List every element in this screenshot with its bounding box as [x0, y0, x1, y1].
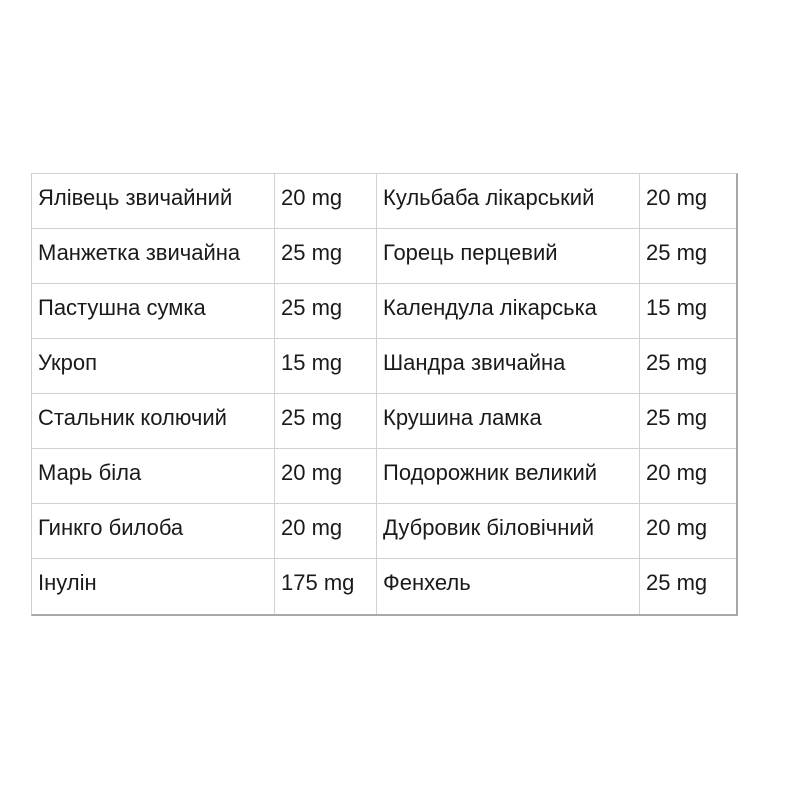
- table-row: [32, 339, 736, 394]
- table-row: [32, 229, 736, 284]
- ingredient-dose-cell: 25 mg: [275, 284, 377, 339]
- table-row: [32, 284, 736, 339]
- ingredients-table: [31, 173, 738, 616]
- table-row: [32, 394, 736, 449]
- ingredient-name-cell: Марь біла: [32, 449, 275, 504]
- ingredients-table-body: [32, 174, 736, 614]
- ingredient-dose-cell: 15 mg: [640, 284, 736, 339]
- ingredient-name-cell: Дубровик біловічний: [377, 504, 640, 559]
- ingredient-dose-cell: 20 mg: [275, 174, 377, 229]
- ingredient-name-cell: Стальник колючий: [32, 394, 275, 449]
- ingredient-name-cell: Укроп: [32, 339, 275, 394]
- ingredient-dose-cell: 25 mg: [640, 339, 736, 394]
- ingredient-name-cell: Крушина ламка: [377, 394, 640, 449]
- ingredient-name-cell: Горець перцевий: [377, 229, 640, 284]
- table-row: [32, 504, 736, 559]
- ingredient-dose-cell: 20 mg: [640, 174, 736, 229]
- ingredient-dose-cell: 25 mg: [275, 229, 377, 284]
- ingredient-dose-cell: 25 mg: [640, 229, 736, 284]
- ingredient-name-cell: Кульбаба лікарський: [377, 174, 640, 229]
- ingredient-name-cell: Інулін: [32, 559, 275, 614]
- ingredient-name-cell: Подорожник великий: [377, 449, 640, 504]
- ingredient-dose-cell: 20 mg: [640, 504, 736, 559]
- ingredient-dose-cell: 15 mg: [275, 339, 377, 394]
- ingredient-name-cell: Манжетка звичайна: [32, 229, 275, 284]
- ingredient-dose-cell: 20 mg: [275, 449, 377, 504]
- table-row: [32, 449, 736, 504]
- ingredient-dose-cell: 25 mg: [275, 394, 377, 449]
- ingredient-name-cell: Календула лікарська: [377, 284, 640, 339]
- table-row: [32, 559, 736, 614]
- ingredient-dose-cell: 20 mg: [640, 449, 736, 504]
- ingredient-name-cell: Гинкго билоба: [32, 504, 275, 559]
- ingredient-dose-cell: 25 mg: [646, 570, 708, 595]
- ingredient-name-cell: Пастушна сумка: [32, 284, 275, 339]
- ingredient-dose-cell: 20 mg: [275, 504, 377, 559]
- ingredient-dose-cell: 175 mg: [275, 559, 377, 614]
- ingredient-name-cell: Фенхель: [377, 559, 640, 614]
- ingredient-name-cell: Шандра звичайна: [377, 339, 640, 394]
- ingredient-dose-cell: 25 mg: [640, 394, 736, 449]
- ingredient-name-cell: Ялівець звичайний: [32, 174, 275, 229]
- table-row: [32, 174, 736, 229]
